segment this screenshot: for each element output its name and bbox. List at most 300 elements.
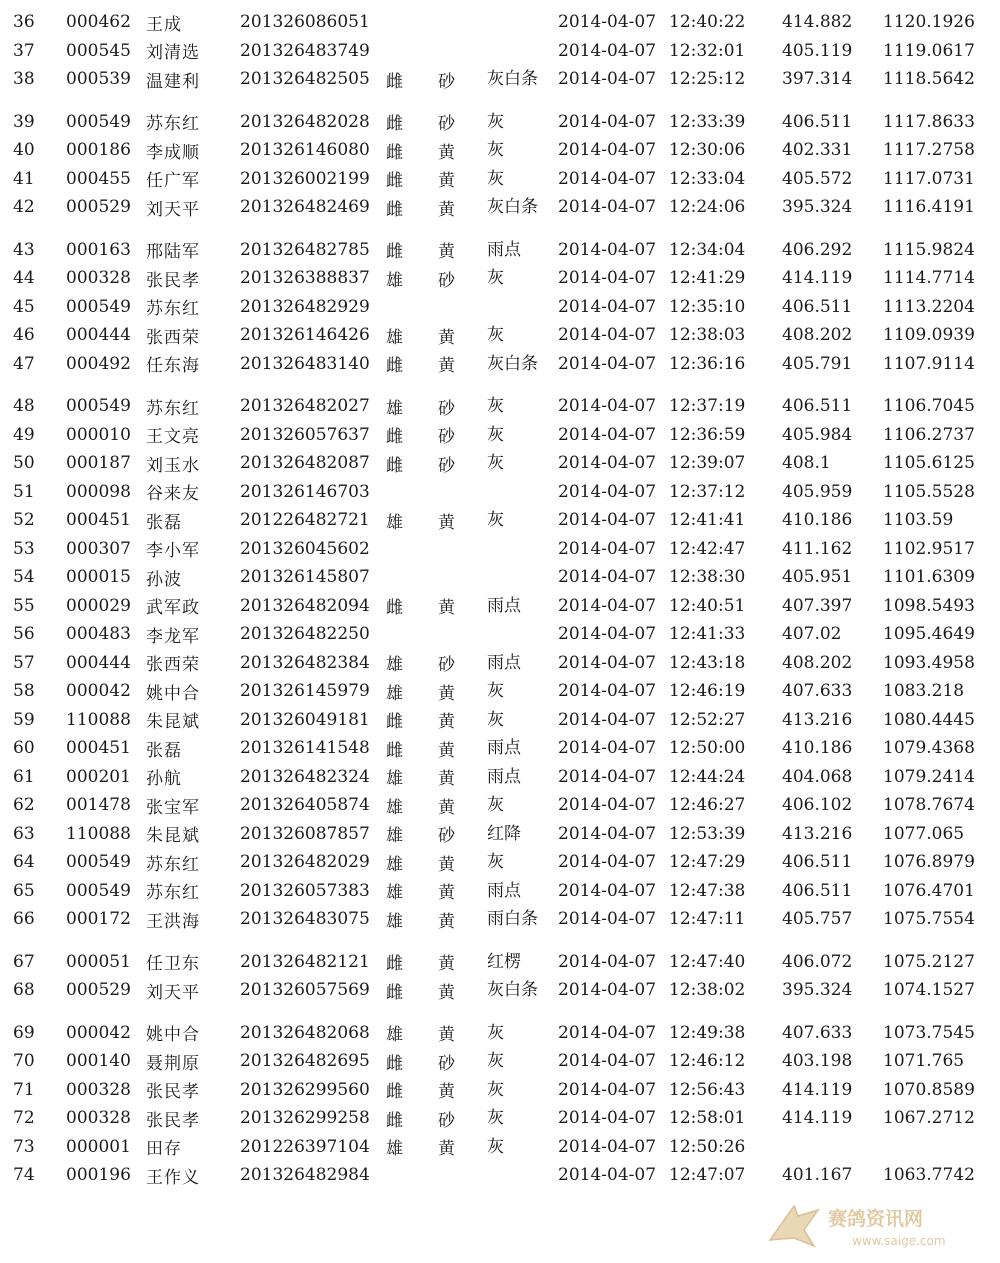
cell-id: 000140 <box>66 1051 131 1071</box>
cell-eye: 砂 <box>438 826 455 846</box>
cell-id: 000549 <box>66 852 131 872</box>
cell-color: 灰 <box>487 1022 504 1043</box>
cell-id: 000042 <box>66 681 131 701</box>
cell-color: 灰 <box>487 1108 504 1128</box>
cell-dist: 406.511 <box>782 296 853 317</box>
cell-eye: 砂 <box>438 655 455 675</box>
cell-ring: 201326482087 <box>240 453 370 473</box>
cell-color: 雨点 <box>487 652 521 673</box>
cell-id: 000051 <box>66 951 131 972</box>
cell-time: 12:50:26 <box>669 1136 746 1157</box>
table-row <box>0 891 1000 947</box>
cell-name: 张西荣 <box>146 327 200 348</box>
cell-color: 灰 <box>487 453 504 473</box>
cell-ring: 201326057569 <box>240 980 370 1000</box>
cell-ring: 201326482984 <box>240 1165 370 1185</box>
table-row <box>0 1018 1000 1047</box>
table-row <box>0 962 1000 1018</box>
cell-speed: 1080.4445 <box>883 709 975 730</box>
cell-dist: 414.119 <box>782 1079 853 1100</box>
cell-speed: 1118.5642 <box>883 69 975 89</box>
cell-rank: 56 <box>13 624 35 644</box>
cell-dist: 407.633 <box>782 1022 853 1043</box>
cell-id: 000539 <box>66 69 131 89</box>
cell-time: 12:46:19 <box>669 681 746 701</box>
cell-dist: 407.397 <box>782 595 853 616</box>
cell-sex: 雌 <box>386 114 403 134</box>
cell-date: 2014-04-07 <box>558 1165 657 1185</box>
cell-dist: 406.102 <box>782 795 853 815</box>
cell-id: 001478 <box>66 795 131 815</box>
cell-name: 武军政 <box>146 598 200 618</box>
cell-dist: 414.119 <box>782 1108 853 1128</box>
cell-name: 王文亮 <box>146 427 200 447</box>
cell-color: 灰 <box>487 510 504 530</box>
cell-id: 000172 <box>66 909 131 929</box>
cell-sex: 雄 <box>386 655 403 675</box>
cell-time: 12:47:11 <box>669 909 746 929</box>
cell-rank: 37 <box>13 40 35 61</box>
cell-eye: 砂 <box>438 427 455 447</box>
cell-ring: 201226482721 <box>240 510 370 530</box>
cell-ring: 201326057383 <box>240 880 370 901</box>
cell-speed: 1073.7545 <box>883 1022 975 1043</box>
cell-eye: 黄 <box>438 512 455 533</box>
cell-color <box>487 1161 531 1190</box>
table-row <box>0 107 1000 136</box>
cell-time: 12:46:12 <box>669 1051 746 1071</box>
cell-name: 张磊 <box>146 512 182 533</box>
cell-rank: 41 <box>13 168 35 189</box>
cell-time: 12:39:07 <box>669 453 746 473</box>
cell-id: 000015 <box>66 567 131 587</box>
cell-id: 000549 <box>66 296 131 317</box>
cell-id: 000010 <box>66 424 131 445</box>
cell-eye: 黄 <box>438 954 455 974</box>
cell-speed: 1075.2127 <box>883 951 975 972</box>
cell-id: 000455 <box>66 168 131 189</box>
cell-color: 灰 <box>487 852 504 872</box>
cell-name: 苏东红 <box>146 883 200 903</box>
cell-ring: 201326482695 <box>240 1051 370 1071</box>
table-row <box>0 848 1000 877</box>
table-row <box>0 420 1000 449</box>
cell-speed: 1098.5493 <box>883 595 975 616</box>
cell-color: 灰白条 <box>487 353 538 374</box>
cell-color <box>487 477 531 506</box>
cell-color: 雨白条 <box>487 909 538 929</box>
cell-time: 12:43:18 <box>669 652 746 673</box>
cell-sex: 雄 <box>386 327 403 348</box>
table-row <box>0 1161 1000 1190</box>
cell-name: 姚中合 <box>146 683 200 704</box>
cell-time: 12:33:04 <box>669 168 746 189</box>
cell-date: 2014-04-07 <box>558 951 657 972</box>
cell-name: 张民孝 <box>146 1110 200 1131</box>
cell-speed: 1063.7742 <box>883 1165 975 1185</box>
cell-rank: 49 <box>13 424 35 445</box>
cell-time: 12:34:04 <box>669 239 746 260</box>
cell-ring: 201326299258 <box>240 1108 370 1128</box>
cell-time: 12:58:01 <box>669 1108 746 1128</box>
cell-rank: 57 <box>13 652 35 673</box>
table-row <box>0 677 1000 706</box>
cell-eye: 黄 <box>438 598 455 618</box>
cell-speed: 1079.2414 <box>883 766 975 787</box>
cell-name: 苏东红 <box>146 114 200 134</box>
cell-color: 红降 <box>487 823 521 844</box>
cell-name: 张磊 <box>146 740 182 761</box>
cell-dist: 405.757 <box>782 909 853 929</box>
table-row <box>0 819 1000 848</box>
cell-sex: 雌 <box>386 598 403 618</box>
cell-date: 2014-04-07 <box>558 1079 657 1100</box>
cell-eye: 黄 <box>438 327 455 348</box>
cell-time: 12:41:33 <box>669 624 746 644</box>
cell-dist: 406.511 <box>782 396 853 416</box>
cell-time: 12:50:00 <box>669 738 746 758</box>
cell-rank: 61 <box>13 766 35 787</box>
cell-time: 12:56:43 <box>669 1079 746 1100</box>
cell-dist: 401.167 <box>782 1165 853 1185</box>
cell-time: 12:47:40 <box>669 951 746 972</box>
cell-eye: 黄 <box>438 142 455 163</box>
cell-time: 12:36:16 <box>669 353 746 374</box>
cell-id: 000328 <box>66 1108 131 1128</box>
cell-speed: 1067.2712 <box>883 1108 975 1128</box>
cell-color: 雨点 <box>487 738 521 758</box>
cell-id: 000186 <box>66 140 131 160</box>
cell-speed: 1117.8633 <box>883 111 975 132</box>
cell-dist: 406.072 <box>782 951 853 972</box>
cell-dist: 407.02 <box>782 624 842 644</box>
cell-ring: 201326146426 <box>240 325 370 345</box>
cell-ring: 201326483075 <box>240 909 370 929</box>
cell-date: 2014-04-07 <box>558 353 657 374</box>
cell-rank: 74 <box>13 1165 35 1185</box>
cell-id: 000444 <box>66 652 131 673</box>
cell-name: 王作义 <box>146 1167 200 1188</box>
cell-id: 110088 <box>66 709 131 730</box>
cell-rank: 48 <box>13 396 35 416</box>
cell-sex: 雄 <box>386 826 403 846</box>
cell-dist: 414.119 <box>782 268 853 288</box>
table-row <box>0 762 1000 791</box>
cell-id: 000307 <box>66 538 131 559</box>
cell-ring: 201326483140 <box>240 353 370 374</box>
cell-time: 12:35:10 <box>669 296 746 317</box>
cell-rank: 71 <box>13 1079 35 1100</box>
cell-speed: 1106.2737 <box>883 424 975 445</box>
cell-name: 张宝军 <box>146 797 200 818</box>
cell-date: 2014-04-07 <box>558 795 657 815</box>
cell-time: 12:32:01 <box>669 40 746 61</box>
cell-eye: 黄 <box>438 1139 455 1159</box>
cell-sex: 雄 <box>386 270 403 291</box>
cell-rank: 59 <box>13 709 35 730</box>
cell-id: 000029 <box>66 595 131 616</box>
cell-color <box>487 8 531 37</box>
table-row <box>0 534 1000 563</box>
cell-rank: 40 <box>13 140 35 160</box>
cell-rank: 70 <box>13 1051 35 1071</box>
cell-ring: 201226397104 <box>240 1136 370 1157</box>
cell-dist: 410.186 <box>782 510 853 530</box>
cell-dist: 405.951 <box>782 567 853 587</box>
cell-name: 张民孝 <box>146 1082 200 1102</box>
cell-speed: 1117.0731 <box>883 168 975 189</box>
cell-name: 张西荣 <box>146 655 200 675</box>
cell-color: 红楞 <box>487 951 521 972</box>
cell-sex: 雌 <box>386 1053 403 1074</box>
cell-date: 2014-04-07 <box>558 823 657 844</box>
table-row <box>0 392 1000 421</box>
cell-name: 王成 <box>146 14 182 35</box>
cell-sex: 雌 <box>386 455 403 476</box>
cell-color: 灰 <box>487 424 504 445</box>
cell-eye: 黄 <box>438 356 455 376</box>
cell-rank: 62 <box>13 795 35 815</box>
cell-time: 12:40:22 <box>669 12 746 32</box>
cell-dist: 397.314 <box>782 69 853 89</box>
cell-rank: 60 <box>13 738 35 758</box>
table-row <box>0 235 1000 264</box>
cell-name: 苏东红 <box>146 854 200 875</box>
cell-speed: 1078.7674 <box>883 795 975 815</box>
cell-name: 温建利 <box>146 71 200 92</box>
cell-dist: 407.633 <box>782 681 853 701</box>
cell-dist: 408.1 <box>782 453 831 473</box>
cell-time: 12:38:03 <box>669 325 746 345</box>
cell-ring: 201326482068 <box>240 1022 370 1043</box>
cell-dist: 405.572 <box>782 168 853 189</box>
cell-sex: 雄 <box>386 683 403 704</box>
cell-color: 灰 <box>487 1051 504 1071</box>
cell-date: 2014-04-07 <box>558 424 657 445</box>
cell-rank: 69 <box>13 1022 35 1043</box>
cell-speed: 1115.9824 <box>883 239 975 260</box>
cell-sex: 雌 <box>386 740 403 761</box>
cell-id: 000201 <box>66 766 131 787</box>
cell-eye: 砂 <box>438 71 455 92</box>
cell-eye: 砂 <box>438 114 455 134</box>
cell-color: 灰 <box>487 168 504 189</box>
cell-time: 12:25:12 <box>669 69 746 89</box>
table-row <box>0 1047 1000 1076</box>
cell-name: 苏东红 <box>146 398 200 419</box>
cell-date: 2014-04-07 <box>558 396 657 416</box>
cell-eye: 黄 <box>438 242 455 262</box>
cell-sex: 雌 <box>386 71 403 92</box>
cell-name: 孙航 <box>146 769 182 789</box>
cell-ring: 201326482785 <box>240 239 370 260</box>
cell-ring: 201326146080 <box>240 140 370 160</box>
cell-eye: 砂 <box>438 270 455 291</box>
cell-name: 朱昆斌 <box>146 826 200 846</box>
cell-id: 000163 <box>66 239 131 260</box>
cell-eye: 黄 <box>438 171 455 191</box>
cell-dist: 395.324 <box>782 197 853 217</box>
cell-sex: 雄 <box>386 769 403 789</box>
table-row <box>0 477 1000 506</box>
cell-speed: 1083.218 <box>883 681 965 701</box>
cell-time: 12:53:39 <box>669 823 746 844</box>
cell-date: 2014-04-07 <box>558 1051 657 1071</box>
cell-id: 000098 <box>66 481 131 502</box>
cell-rank: 72 <box>13 1108 35 1128</box>
cell-color <box>487 534 531 563</box>
cell-speed: 1102.9517 <box>883 538 975 559</box>
cell-time: 12:42:47 <box>669 538 746 559</box>
cell-dist: 406.292 <box>782 239 853 260</box>
cell-sex: 雌 <box>386 712 403 732</box>
cell-date: 2014-04-07 <box>558 652 657 673</box>
cell-speed: 1101.6309 <box>883 567 975 587</box>
cell-id: 000462 <box>66 12 131 32</box>
cell-speed: 1106.7045 <box>883 396 975 416</box>
cell-dist: 402.331 <box>782 140 853 160</box>
cell-speed: 1074.1527 <box>883 980 975 1000</box>
cell-ring: 201326057637 <box>240 424 370 445</box>
cell-date: 2014-04-07 <box>558 538 657 559</box>
cell-color: 灰 <box>487 396 504 416</box>
cell-sex: 雌 <box>386 1110 403 1131</box>
cell-name: 任卫东 <box>146 954 200 974</box>
cell-sex: 雄 <box>386 1139 403 1159</box>
cell-date: 2014-04-07 <box>558 681 657 701</box>
cell-color: 灰 <box>487 1079 504 1100</box>
cell-rank: 65 <box>13 880 35 901</box>
watermark-url: www.saige.com <box>852 1234 946 1248</box>
cell-dist: 413.216 <box>782 823 853 844</box>
cell-id: 000529 <box>66 197 131 217</box>
cell-ring: 201326482029 <box>240 852 370 872</box>
cell-rank: 39 <box>13 111 35 132</box>
cell-name: 任广军 <box>146 171 200 191</box>
cell-date: 2014-04-07 <box>558 296 657 317</box>
cell-speed: 1105.5528 <box>883 481 975 502</box>
cell-dist: 413.216 <box>782 709 853 730</box>
cell-dist: 406.511 <box>782 852 853 872</box>
cell-rank: 50 <box>13 453 35 473</box>
table-row <box>0 734 1000 763</box>
cell-speed: 1107.9114 <box>883 353 975 374</box>
cell-rank: 68 <box>13 980 35 1000</box>
cell-id: 110088 <box>66 823 131 844</box>
cell-color: 灰 <box>487 140 504 160</box>
cell-rank: 36 <box>13 12 35 32</box>
cell-rank: 38 <box>13 69 35 89</box>
cell-color: 灰白条 <box>487 197 538 217</box>
cell-time: 12:41:29 <box>669 268 746 288</box>
cell-sex: 雌 <box>386 171 403 191</box>
cell-date: 2014-04-07 <box>558 111 657 132</box>
cell-speed: 1103.59 <box>883 510 954 530</box>
cell-sex: 雌 <box>386 199 403 220</box>
cell-rank: 42 <box>13 197 35 217</box>
table-row <box>0 136 1000 165</box>
cell-sex: 雌 <box>386 982 403 1003</box>
cell-id: 000187 <box>66 453 131 473</box>
cell-eye: 黄 <box>438 769 455 789</box>
cell-id: 000328 <box>66 268 131 288</box>
cell-eye: 砂 <box>438 1110 455 1131</box>
cell-rank: 46 <box>13 325 35 345</box>
cell-date: 2014-04-07 <box>558 852 657 872</box>
cell-speed: 1119.0617 <box>883 40 975 61</box>
cell-ring: 201326482469 <box>240 197 370 217</box>
cell-id: 000444 <box>66 325 131 345</box>
cell-color <box>487 563 531 592</box>
cell-rank: 63 <box>13 823 35 844</box>
cell-color: 灰 <box>487 325 504 345</box>
cell-name: 聂荆原 <box>146 1053 200 1074</box>
cell-date: 2014-04-07 <box>558 766 657 787</box>
cell-speed: 1076.8979 <box>883 852 975 872</box>
cell-ring: 201326145807 <box>240 567 370 587</box>
cell-dist: 411.162 <box>782 538 853 559</box>
cell-dist: 405.119 <box>782 40 853 61</box>
watermark-logo <box>760 1198 995 1260</box>
cell-ring: 201326482384 <box>240 652 370 673</box>
cell-color: 灰 <box>487 681 504 701</box>
table-row <box>0 1075 1000 1104</box>
cell-rank: 51 <box>13 481 35 502</box>
cell-date: 2014-04-07 <box>558 595 657 616</box>
cell-dist: 410.186 <box>782 738 853 758</box>
cell-eye: 黄 <box>438 740 455 761</box>
cell-time: 12:41:41 <box>669 510 746 530</box>
cell-name: 刘清选 <box>146 43 200 63</box>
cell-name: 刘天平 <box>146 199 200 220</box>
cell-speed: 1075.7554 <box>883 909 975 929</box>
cell-eye: 黄 <box>438 683 455 704</box>
cell-speed: 1113.2204 <box>883 296 975 317</box>
cell-id: 000042 <box>66 1022 131 1043</box>
cell-name: 田存 <box>146 1139 182 1159</box>
table-row <box>0 506 1000 535</box>
cell-date: 2014-04-07 <box>558 880 657 901</box>
cell-color: 雨点 <box>487 239 521 260</box>
cell-eye: 砂 <box>438 398 455 419</box>
cell-time: 12:52:27 <box>669 709 746 730</box>
table-row <box>0 51 1000 107</box>
cell-date: 2014-04-07 <box>558 69 657 89</box>
cell-speed: 1079.4368 <box>883 738 975 758</box>
cell-time: 12:30:06 <box>669 140 746 160</box>
table-row <box>0 449 1000 478</box>
cell-name: 刘天平 <box>146 982 200 1003</box>
cell-speed: 1095.4649 <box>883 624 975 644</box>
cell-rank: 54 <box>13 567 35 587</box>
table-row <box>0 705 1000 734</box>
cell-color: 灰白条 <box>487 69 538 89</box>
cell-speed: 1114.7714 <box>883 268 975 288</box>
cell-date: 2014-04-07 <box>558 239 657 260</box>
cell-date: 2014-04-07 <box>558 1108 657 1128</box>
cell-color: 灰 <box>487 709 504 730</box>
cell-ring: 201326482324 <box>240 766 370 787</box>
cell-ring: 201326299560 <box>240 1079 370 1100</box>
cell-ring: 201326388837 <box>240 268 370 288</box>
cell-color: 雨点 <box>487 766 521 787</box>
cell-date: 2014-04-07 <box>558 624 657 644</box>
cell-speed: 1109.0939 <box>883 325 975 345</box>
cell-sex: 雄 <box>386 512 403 533</box>
cell-name: 任东海 <box>146 356 200 376</box>
cell-date: 2014-04-07 <box>558 980 657 1000</box>
cell-id: 000549 <box>66 880 131 901</box>
